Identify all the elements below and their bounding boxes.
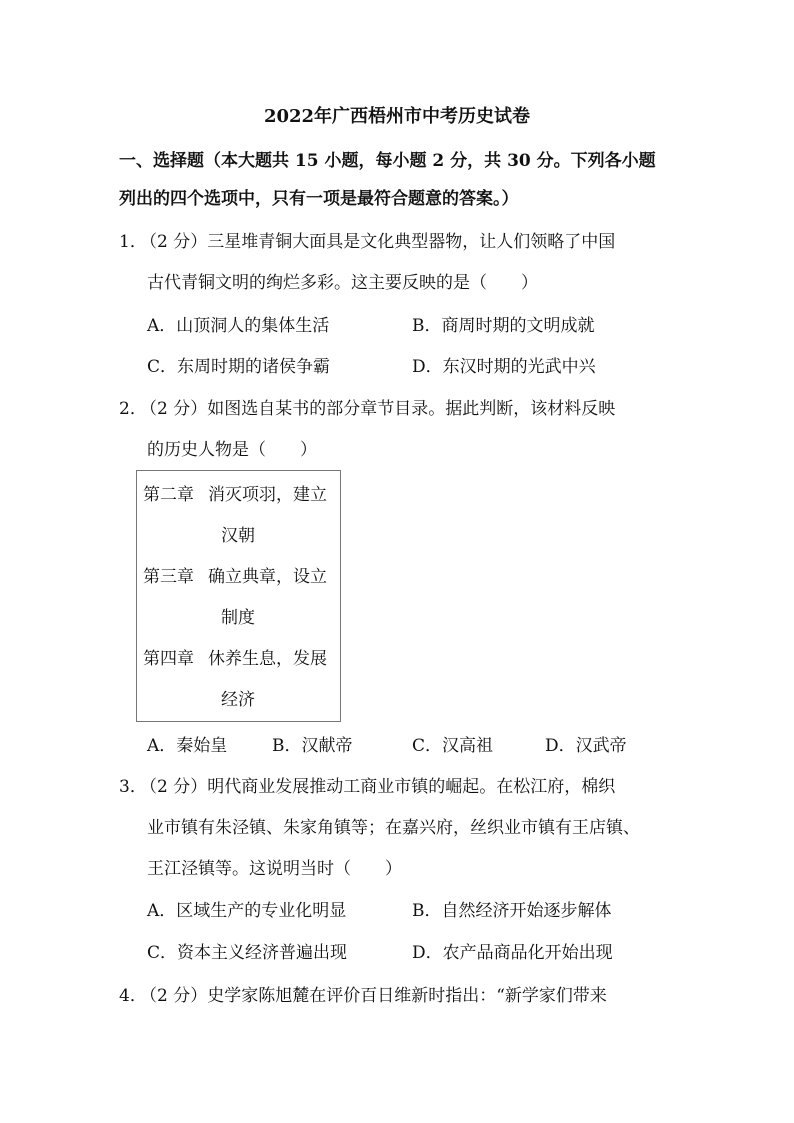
toc-chapter-title-line1: 休养生息，发展 — [208, 649, 327, 669]
question-number: 4． — [119, 986, 147, 1006]
section-heading-line1: 一、选择题（本大题共 15 小题，每小题 2 分，共 30 分。下列各小题 — [119, 151, 656, 171]
page-title: 2022年广西梧州市中考历史试卷 — [263, 106, 531, 127]
option-a: A．山顶洞人的集体生活 — [147, 316, 330, 336]
option-a: A．区域生产的专业化明显 — [147, 901, 347, 921]
option-b: B．自然经济开始逐步解体 — [412, 901, 612, 921]
question-stem-line1: （2 分）三星堆青铜大面具是文化典型器物，让人们领略了中国 — [140, 232, 616, 252]
question-stem-line1: （2 分）如图选自某书的部分章节目录。据此判断，该材料反映 — [140, 399, 616, 419]
question-stem-line1: （2 分）明代商业发展推动工商业市镇的崛起。在松江府，棉织 — [140, 777, 616, 797]
option-c: C．汉高祖 — [412, 736, 494, 756]
question-stem-line2: 古代青铜文明的绚烂多彩。这主要反映的是（ ） — [147, 273, 538, 293]
toc-chapter-title-line1: 消灭项羽，建立 — [208, 485, 327, 505]
option-b: B．汉献帝 — [272, 736, 353, 756]
question-stem-line3: 王江泾镇等。这说明当时（ ） — [147, 859, 402, 879]
question-number: 1． — [119, 232, 147, 252]
option-d: D．东汉时期的光武中兴 — [412, 357, 596, 377]
question-number: 3． — [119, 777, 147, 797]
option-c: C．东周时期的诸侯争霸 — [147, 357, 331, 377]
question-stem-line1: （2 分）史学家陈旭麓在评价百日维新时指出：“新学家们带来 — [140, 986, 607, 1006]
table-of-contents-box — [136, 470, 341, 722]
option-c: C．资本主义经济普遍出现 — [147, 943, 348, 963]
option-d: D．汉武帝 — [545, 736, 627, 756]
option-d: D．农产品商品化开始出现 — [412, 943, 613, 963]
toc-chapter-title-line1: 确立典章，设立 — [208, 567, 327, 587]
option-a: A．秦始皇 — [147, 736, 228, 756]
toc-chapter-title-line2: 经济 — [221, 690, 255, 710]
toc-chapter-label: 第四章 — [143, 649, 194, 669]
question-stem-line2: 的历史人物是（ ） — [147, 440, 317, 460]
section-heading — [119, 142, 689, 218]
toc-chapter-title-line2: 汉朝 — [221, 526, 255, 546]
option-b: B．商周时期的文明成就 — [412, 316, 595, 336]
toc-chapter-title-line2: 制度 — [221, 608, 255, 628]
toc-chapter-label: 第二章 — [143, 485, 194, 505]
question-number: 2． — [119, 399, 147, 419]
question-stem-line2: 业市镇有朱泾镇、朱家角镇等；在嘉兴府，丝织业市镇有王店镇、 — [147, 818, 640, 838]
section-heading-line2: 列出的四个选项中，只有一项是最符合题意的答案。） — [119, 189, 519, 209]
toc-chapter-label: 第三章 — [143, 567, 194, 587]
